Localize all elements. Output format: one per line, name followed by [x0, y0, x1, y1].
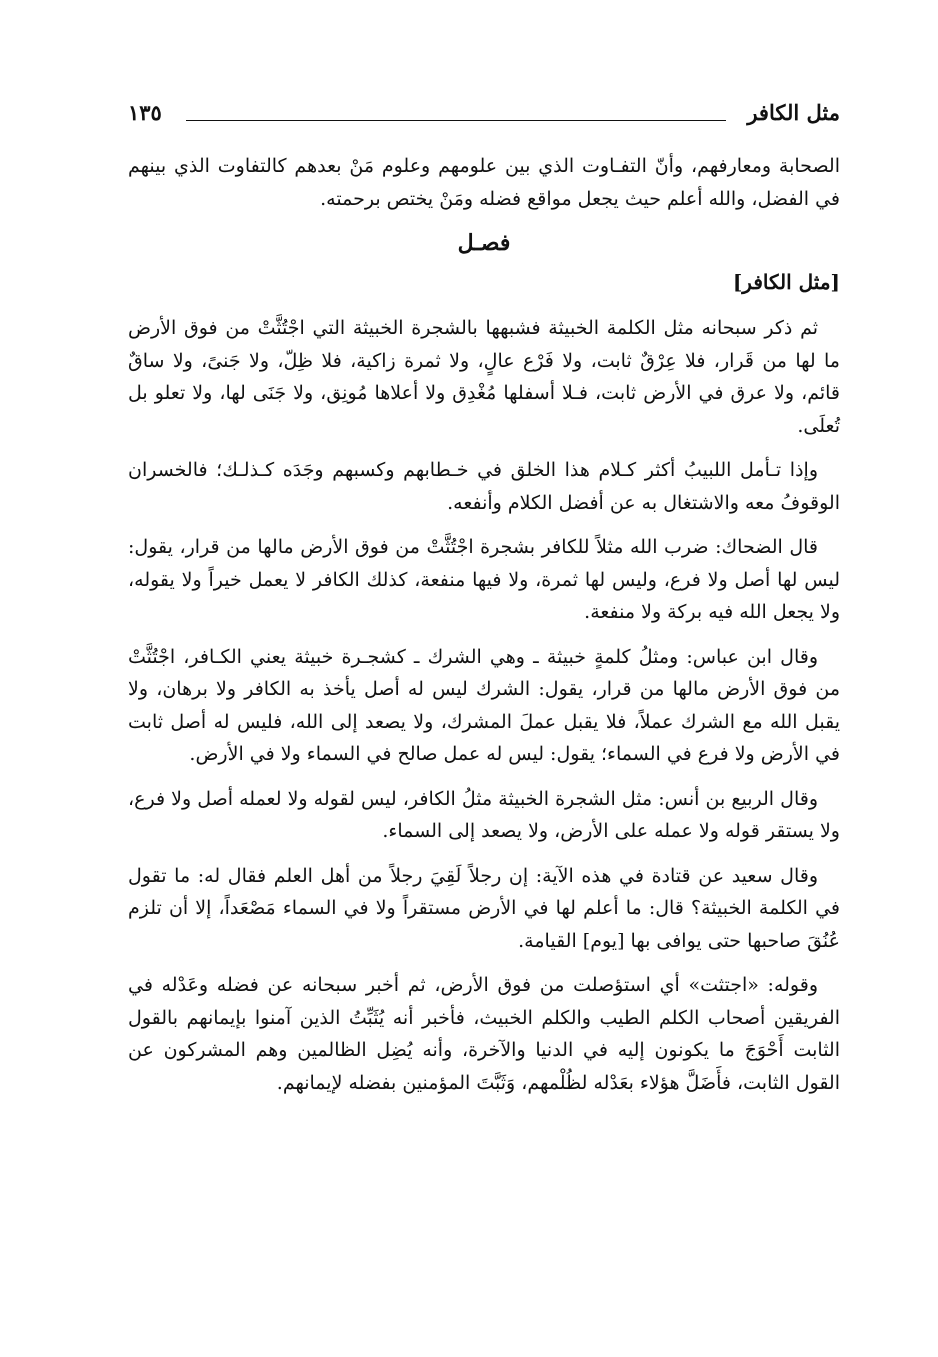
sub-heading: [مثل الكافر]	[732, 269, 840, 294]
paragraph: قال الضحاك: ضرب الله مثلاً للكافر بشجرة اجْتُثَّتْ من فوق الأرض مالها من قرار، يقول: ليس لها أصل ولا فرع، وليس لها ثمرة، ولا فيها منفعة، كذلك الكافر لا يعمل خيراً ولا يقوله، ولا يجعل الله فيه بركة ولا منفعة.	[128, 536, 840, 623]
page-header	[128, 96, 840, 136]
running-title: مثل الكافر	[747, 100, 840, 125]
paragraph: ثم ذكر سبحانه مثل الكلمة الخبيثة فشبهها بالشجرة الخبيثة التي اجْتُثَّتْ من فوق الأرض ما لها من قَرار، فلا عِرْقٌ ثابت، ولا فَرْع عالٍ، ولا ثمرة زاكية، فلا ظِلّ، ولا جَنىً، ولا ساقٌ قائم، ولا عرق في الأرض ثابت، فـلا أسفلها مُغْدِق ولا أعلاها مُونِق، ولا جَنَى لها، ولا تعلو بل تُعلَى.	[128, 317, 841, 437]
paragraph: وقوله: «اجتثت» أي استؤصلت من فوق الأرض، ثم أخبر سبحانه عن فضله وعَدْله في الفريقين أصحاب الكلم الطيب والكلم الخبيث، فأخبر أنه يُثَبِّتُ الذين آمنوا بإيمانهم بالقول الثابت أَحْوَجَ ما يكونون إليه في الدنيا والآخرة، وأنه يُضِل الظالمين وهم المشركون عن القول الثابت، فأَضَلَّ هؤلاء بعَدْله لظُلْمهم، وَثَبَّتَ المؤمنين بفضله لإيمانهم.	[128, 974, 840, 1094]
header-rule	[186, 120, 726, 121]
page-number: ١٣٥	[128, 100, 162, 125]
paragraph: وقال الربيع بن أنس: مثل الشجرة الخبيثة مثلُ الكافر، ليس لقوله ولا لعمله أصل ولا فرع، ولا يستقر قوله ولا عمله على الأرض، ولا يصعد إلى السماء.	[128, 787, 840, 842]
page-body	[128, 150, 840, 1111]
paragraph: وقال سعيد عن قتادة في هذه الآية: إن رجلاً لَقِيَ رجلاً من أهل العلم فقال له: ما تقول في الكلمة الخبيثة؟ قال: ما أعلم لها في الأرض مستقراً ولا في السماء مَصْعَداً، إلا أن تلزم عُنُقَ صاحبها حتى يوافى بها [يوم] القيامة.	[128, 864, 840, 952]
paragraph-continuation: الصحابة ومعارفهم، وأنّ التفـاوت الذي بين علومهم وعلوم مَنْ بعدهم كالتفاوت الذي بينهم في الفضل، والله أعلم حيث يجعل مواقع فضله ومَنْ يختص برحمته.	[128, 155, 840, 210]
paragraph: وقال ابن عباس: ومثلُ كلمةٍ خبيثة ـ وهي الشرك ـ كشجـرة خبيثة يعني الكـافر، اجْتُثَّتْ من فوق الأرض مالها من قرار، يقول: الشرك ليس له أصل يأخذ به الكافر ولا برهان، ولا يقبل الله مع الشرك عملاً، فلا يقبل عملَ المشرك، ولا يصعد إلى الله، فليس له أصل ثابت في الأرض ولا فرع في السماء؛ يقول: ليس له عمل صالح في السماء ولا في الأرض.	[128, 645, 840, 765]
section-title: فصـل	[457, 230, 511, 256]
paragraph: وإذا تـأمل اللبيبُ أكثر كـلام هذا الخلق في خـطابهم وكسبهم وجَدَه كـذلـك؛ فالخسران الوقوفُ معه والاشتغال به عن أفضل الكلام وأنفعه.	[128, 459, 840, 514]
